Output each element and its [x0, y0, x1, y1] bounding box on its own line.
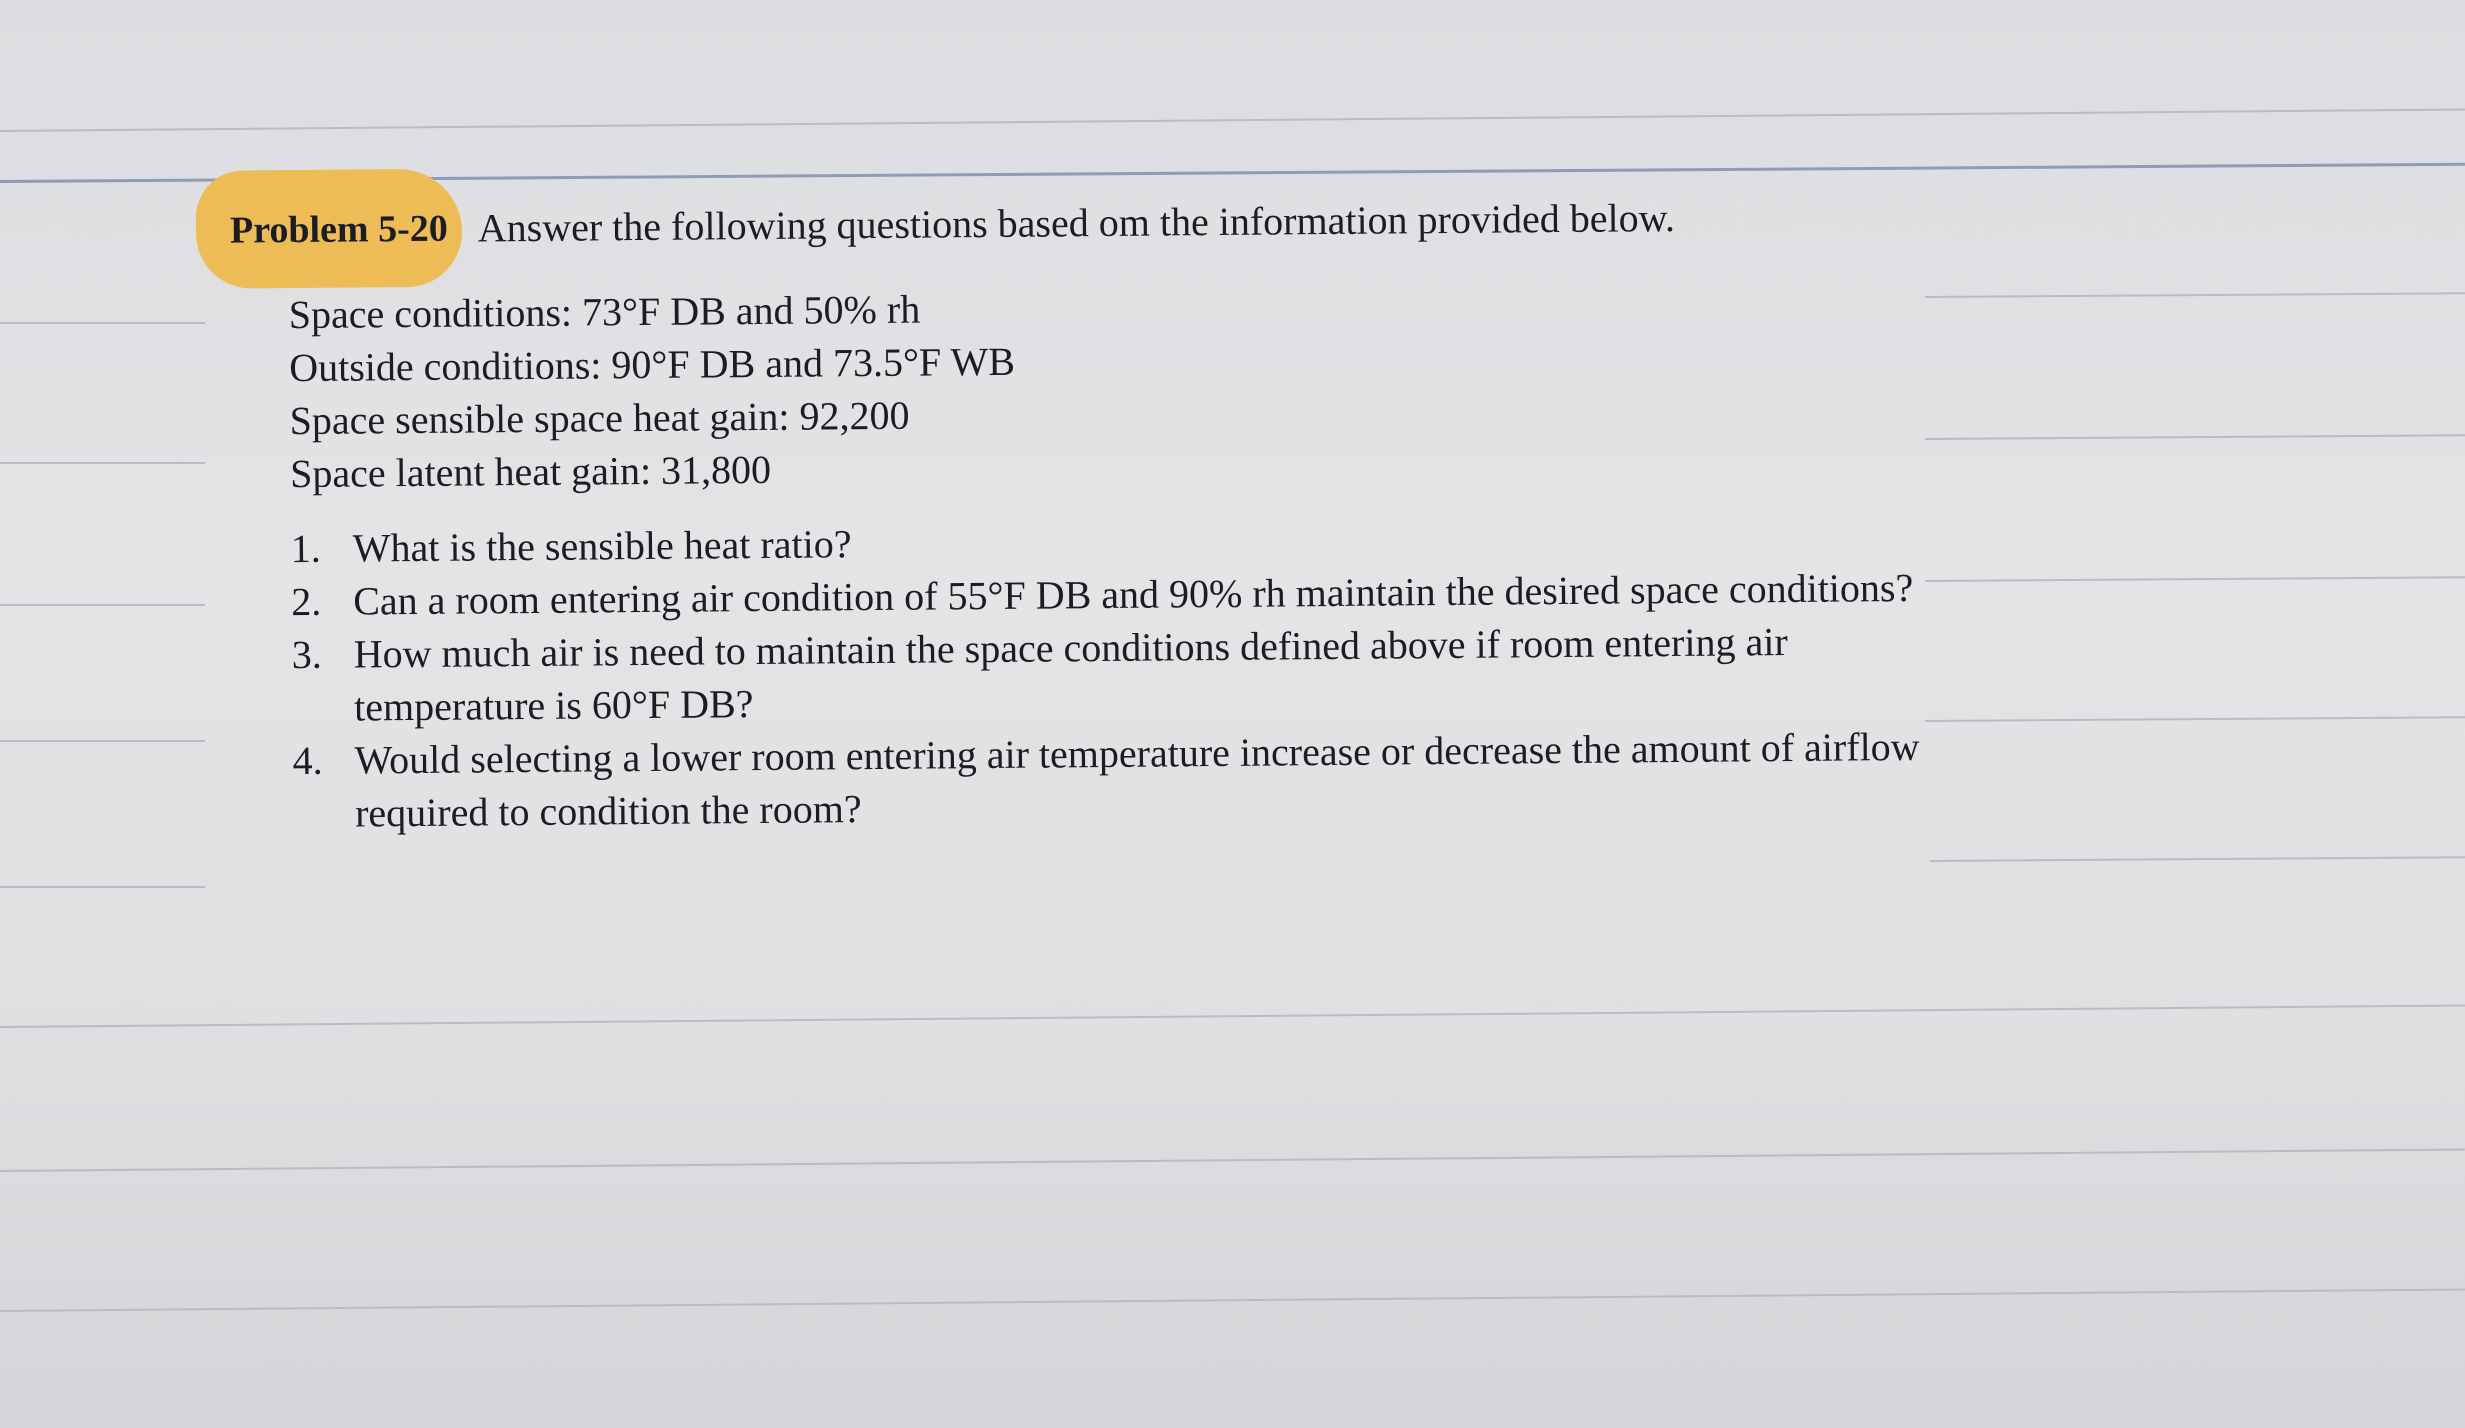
question-number: 1.: [290, 525, 321, 572]
question-text: What is the sensible heat ratio?: [352, 521, 852, 571]
problem-instruction: Answer the following questions based om the information provided below.: [477, 194, 1676, 250]
question-list: [291, 508, 1934, 840]
given-conditions: [289, 282, 1017, 500]
question-number: 2.: [291, 578, 322, 625]
question-item: [292, 720, 1933, 840]
given-latent-heat-gain: Space latent heat gain: 31,800: [289, 446, 772, 497]
question-number: 4.: [292, 737, 323, 784]
problem-label-highlighted: Problem 5-20: [195, 169, 462, 289]
given-space-conditions: Space conditions: 73°F DB and 50% rh: [288, 286, 921, 338]
question-text: Would selecting a lower room entering air temperature increase or decrease the amount of airflow required to condition the room?: [354, 723, 1920, 836]
given-outside-conditions: Outside conditions: 90°F DB and 73.5°F WB: [289, 338, 1016, 391]
question-text: Can a room entering air condition of 55°F DB and 90% rh maintain the desired space conditions?: [353, 564, 1914, 624]
problem-header: [195, 158, 1675, 289]
question-text: How much air is need to maintain the space conditions defined above if room entering air temperature is 60°F DB?: [353, 619, 1788, 730]
question-item: [291, 614, 1932, 734]
question-number: 3.: [291, 631, 322, 678]
given-sensible-heat-gain: Space sensible space heat gain: 92,200: [289, 392, 910, 444]
